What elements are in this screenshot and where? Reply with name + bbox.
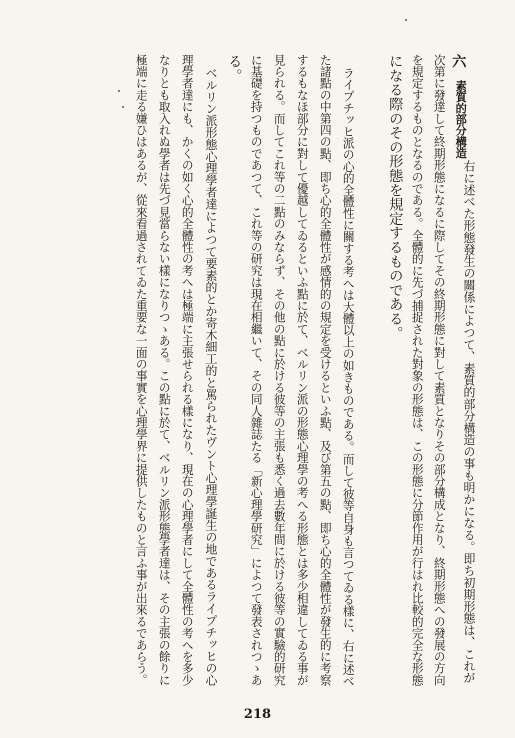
body-column-11: ベルリン派形態心理學者達によつて要素的とか寄木細工的と罵られたヴント心理學誕生の地であるライプチッヒの心 [203, 67, 218, 686]
section-title: 素質的部分構造 [454, 80, 469, 159]
body-column-7: するもなほ部分に對して優越してゐるといふ點に於て、ベルリン派の形態心理學の考へる形態とは多少相違してゐる事が [295, 54, 310, 686]
print-speck [118, 90, 120, 92]
section-number: 六 [450, 54, 467, 69]
print-speck [122, 106, 124, 108]
body-column-4: になる際のその形態を規定するものである。 [387, 54, 404, 340]
print-speck [405, 19, 407, 21]
body-column-1: 右に述べた形態發生の關係によつて、素質的部分構造の事も明かになる。即ち初期形態は、これが [461, 160, 476, 684]
body-column-3: を規定するものとなるのである。全體的に先づ捕捉された對象の形態は、この形態に分節作用が行はれ比較的完全な形態 [410, 54, 425, 686]
body-column-12: 理學者達にも、かくの如く心的全體性の考へは極端に主張せられる樣になり、現在の心理學者にして全體性の考へを多少 [180, 54, 195, 686]
body-column-5: ライプチッヒ派の心的全體性に關する考へは大體以上の如きものである。而して彼等自身も言つてゐる樣に、右に述べ [341, 67, 356, 688]
body-column-9: に基礎を持つものであつて、これ等の研究は現在相繼いて、その同人雜誌たる「新心理學研究」によつて發表されつゝあ [249, 54, 264, 686]
body-column-2: 次第に發達して終期形態になるに際してその終期形態に對して素質となりその部分構成となり、終期形態への發展の方向 [432, 54, 447, 686]
body-column-13: なりとも取入れぬ學者は先づ見當らない樣になりつゝある。この點に於て、ベルリン派形態學者達は、その主張の餘りに [157, 54, 172, 686]
body-column-10: る。 [226, 54, 243, 83]
page-number: 218 [243, 707, 272, 722]
body-column-8: 見られる。而してこれ等の二點のみならず、その他の點に於ける彼等の主張も悉く過去數年間に於ける彼等の實驗的研究 [272, 54, 287, 686]
body-column-14: 極端に走る嫌ひはあるが、從來看過されてゐた重要な一面の事實を心理學界に提供したものと言ふ事が出來るであらう。 [134, 54, 149, 686]
body-column-6: た諸點の中第四の點、即ち心的全體性が感情的の規定を受けるといふ點、及び第五の點、即ち心的全體性が發生的に考察 [318, 54, 333, 686]
